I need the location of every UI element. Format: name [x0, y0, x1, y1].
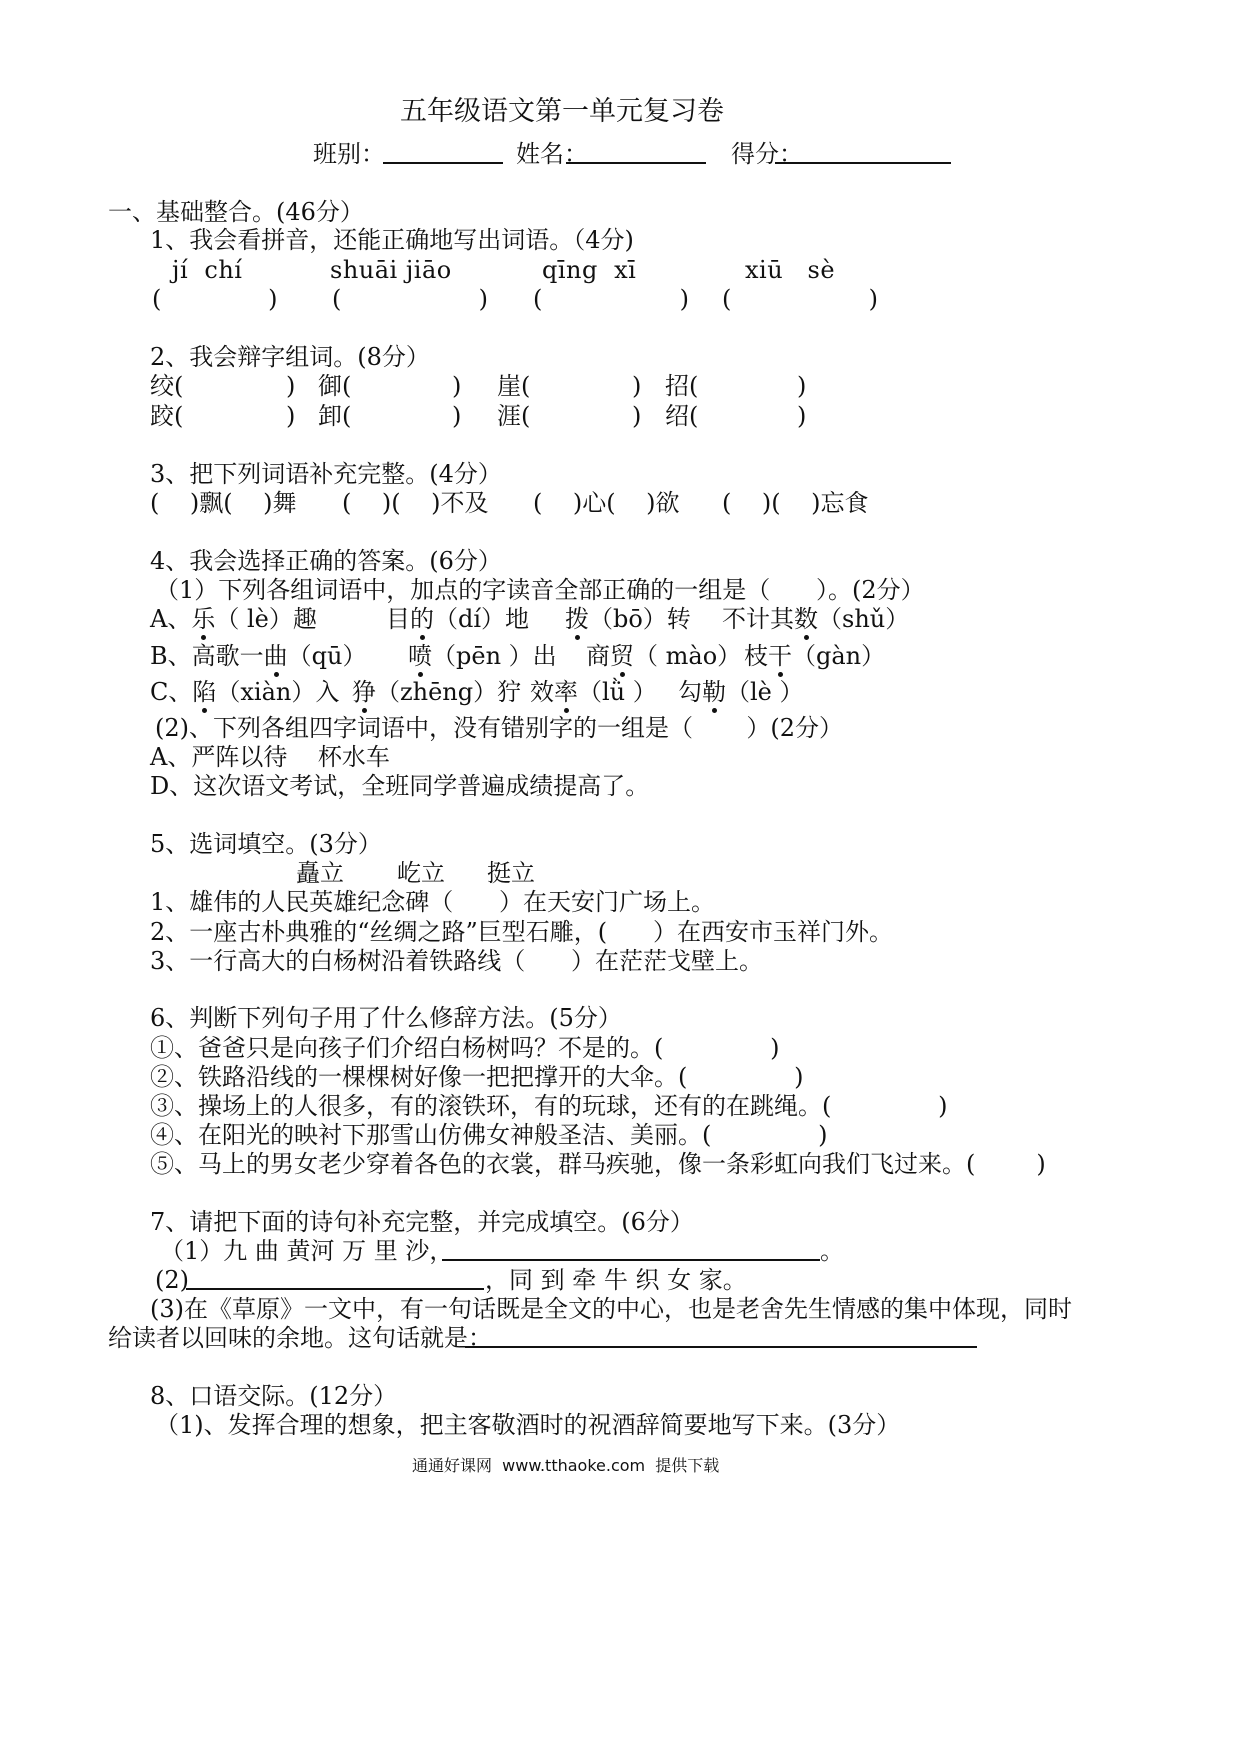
question-2-label: 2、我会辩字组词。(8分） [150, 343, 430, 371]
answer-blank-3[interactable]: ( ) [533, 285, 690, 313]
idiom-item-3[interactable]: ( )心( )欲 [533, 489, 680, 517]
q2-r2-c1-close: ) [286, 402, 296, 430]
name-label: 姓名： [516, 140, 588, 168]
poem-line-1-end: 。 [820, 1237, 844, 1265]
q4-sub1: （1）下列各组词语中，加点的字读音全部正确的一组是（ ）。(2分） [155, 576, 925, 604]
question-8-label: 8、口语交际。(12分） [150, 1382, 398, 1410]
dotted-char: 贸 [610, 642, 634, 670]
dotted-char: 的 [410, 605, 434, 633]
page-title: 五年级语文第一单元复习卷 [400, 96, 724, 127]
q7-sub3-cont: 给读者以回味的余地。这句话就是： [108, 1324, 492, 1352]
q2-r2-c3-close: ) [632, 402, 642, 430]
q4-option-a-3: 拨（bō）转 [565, 605, 691, 633]
q4-option-b-4: 枝干（gàn） [744, 642, 886, 670]
idiom-item-2[interactable]: ( )( )不及 [342, 489, 489, 517]
q7-sub3-blank[interactable] [465, 1346, 977, 1348]
answer-blank-2[interactable]: ( ) [332, 285, 489, 313]
q5-sentence-3[interactable]: 3、一行高大的白杨树沿着铁路线（ ）在茫茫戈壁上。 [150, 947, 764, 975]
q2-r2-c2-close: ) [452, 402, 462, 430]
q2-r1-c3-close: ) [632, 372, 642, 400]
q6-sentence-2[interactable]: ②、铁路沿线的一棵棵树好像一把把撑开的大伞。( ) [150, 1063, 804, 1091]
q2-r1-c4[interactable]: 招( [665, 372, 699, 400]
q4-sub2-option-a[interactable]: A、严阵以待 杯水车 [150, 743, 390, 771]
q4-option-b-3: 商贸（ mào） [586, 642, 742, 670]
pinyin-2: shuāi jiāo [330, 256, 452, 284]
dotted-char: 陷 [192, 678, 217, 706]
q6-sentence-5[interactable]: ⑤、马上的男女老少穿着各色的衣裳，群马疾驰，像一条彩虹向我们飞过来。( ) [150, 1150, 1046, 1178]
q4-sub2-option-d[interactable]: D、这次语文考试，全班同学普遍成绩提高了。 [150, 772, 650, 800]
q4-option-b[interactable]: B、高歌一曲（qū） [150, 642, 367, 670]
score-label: 得分： [731, 140, 803, 168]
q4-option-b-2: 喷（pēn ）出 [408, 642, 557, 670]
question-1-label: 1、我会看拼音，还能正确地写出词语。（4分) [150, 226, 634, 254]
q7-sub3: (3)在《草原》一文中，有一句话既是全文的中心，也是老舍先生情感的集中体现，同时 [150, 1295, 1072, 1323]
dotted-char: 曲 [263, 642, 288, 670]
q4-option-c[interactable]: C、陷（xiàn）入 [150, 678, 340, 706]
dotted-char: 率 [554, 678, 578, 706]
poem-blank-2[interactable] [186, 1288, 484, 1290]
pinyin-4: xiū sè [745, 256, 836, 284]
dotted-char: 狰 [352, 678, 376, 706]
q4-option-c-4: 勾勒（lè ） [678, 678, 804, 706]
idiom-item-1[interactable]: ( )飘( )舞 [150, 489, 297, 517]
q2-r2-c3[interactable]: 涯( [497, 402, 531, 430]
poem-line-2-start: (2) [155, 1266, 189, 1294]
q2-r2-c2[interactable]: 卸( [318, 402, 352, 430]
footer-text: 通通好课网 www.tthaoke.com 提供下载 [412, 1456, 720, 1475]
question-4-label: 4、我会选择正确的答案。(6分） [150, 547, 502, 575]
q4-option-a-4: 不计其数（shǔ） [722, 605, 910, 633]
section-heading: 一、基础整合。(46分） [108, 198, 364, 226]
word-choice-3: 挺立 [487, 859, 535, 887]
q4-option-c-2: 狰（zhēng）狞 [352, 678, 522, 706]
q6-sentence-1[interactable]: ①、爸爸只是向孩子们介绍白杨树吗？不是的。( ) [150, 1034, 780, 1062]
q4-option-a[interactable]: A、乐（ lè）趣 [150, 605, 317, 633]
q2-r1-c1-close: ) [286, 372, 296, 400]
q4-sub2: (2)、下列各组四字词语中，没有错别字的一组是（ ）(2分） [155, 714, 844, 742]
word-choice-2: 屹立 [397, 859, 445, 887]
q6-sentence-4[interactable]: ④、在阳光的映衬下那雪山仿佛女神般圣洁、美丽。( ) [150, 1121, 828, 1149]
poem-line-2-end: ，同 到 牵 牛 织 女 家。 [485, 1266, 747, 1294]
q5-sentence-1[interactable]: 1、雄伟的人民英雄纪念碑（ ）在天安门广场上。 [150, 888, 716, 916]
dotted-char: 喷 [408, 642, 432, 670]
q4-option-c-3: 效率（lǜ ） [530, 678, 657, 706]
score-field[interactable] [775, 162, 951, 164]
idiom-item-4[interactable]: ( )( )忘食 [722, 489, 869, 517]
dotted-char: 拨 [565, 605, 589, 633]
answer-blank-1[interactable]: ( ) [152, 285, 278, 313]
pinyin-1: jí chí [172, 256, 243, 284]
q6-sentence-3[interactable]: ③、操场上的人很多，有的滚铁环，有的玩球，还有的在跳绳。( ) [150, 1092, 948, 1120]
word-choice-1: 矗立 [296, 859, 344, 887]
q8-sub1: （1)、发挥合理的想象，把主客敬酒时的祝酒辞简要地写下来。(3分） [155, 1411, 901, 1439]
dotted-char: 乐 [191, 605, 216, 633]
class-field[interactable] [383, 162, 503, 164]
q2-r1-c3[interactable]: 崖( [497, 372, 531, 400]
pinyin-3: qīng xī [542, 256, 637, 284]
dotted-char: 数 [794, 605, 818, 633]
poem-line-1: （1）九 曲 黄河 万 里 沙， [160, 1237, 454, 1265]
question-3-label: 3、把下列词语补充完整。(4分） [150, 460, 502, 488]
q5-sentence-2[interactable]: 2、一座古朴典雅的“丝绸之路”巨型石雕，( ）在西安市玉祥门外。 [150, 918, 893, 946]
name-field[interactable] [566, 162, 706, 164]
poem-blank-1[interactable] [442, 1259, 820, 1261]
question-5-label: 5、选词填空。(3分） [150, 830, 382, 858]
q2-r2-c1[interactable]: 跤( [150, 402, 184, 430]
dotted-char: 勒 [702, 678, 726, 706]
answer-blank-4[interactable]: ( ) [722, 285, 879, 313]
q2-r2-c4-close: ) [797, 402, 807, 430]
q2-r1-c2[interactable]: 御( [318, 372, 352, 400]
question-7-label: 7、请把下面的诗句补充完整，并完成填空。(6分） [150, 1208, 694, 1236]
q2-r1-c4-close: ) [797, 372, 807, 400]
q2-r1-c1[interactable]: 绞( [150, 372, 184, 400]
q4-option-a-2: 目的（dí）地 [386, 605, 530, 633]
q2-r1-c2-close: ) [452, 372, 462, 400]
q2-r2-c4[interactable]: 绍( [665, 402, 699, 430]
class-label: 班别： [313, 140, 385, 168]
question-6-label: 6、判断下列句子用了什么修辞方法。(5分） [150, 1004, 622, 1032]
dotted-char: 干 [768, 642, 792, 670]
